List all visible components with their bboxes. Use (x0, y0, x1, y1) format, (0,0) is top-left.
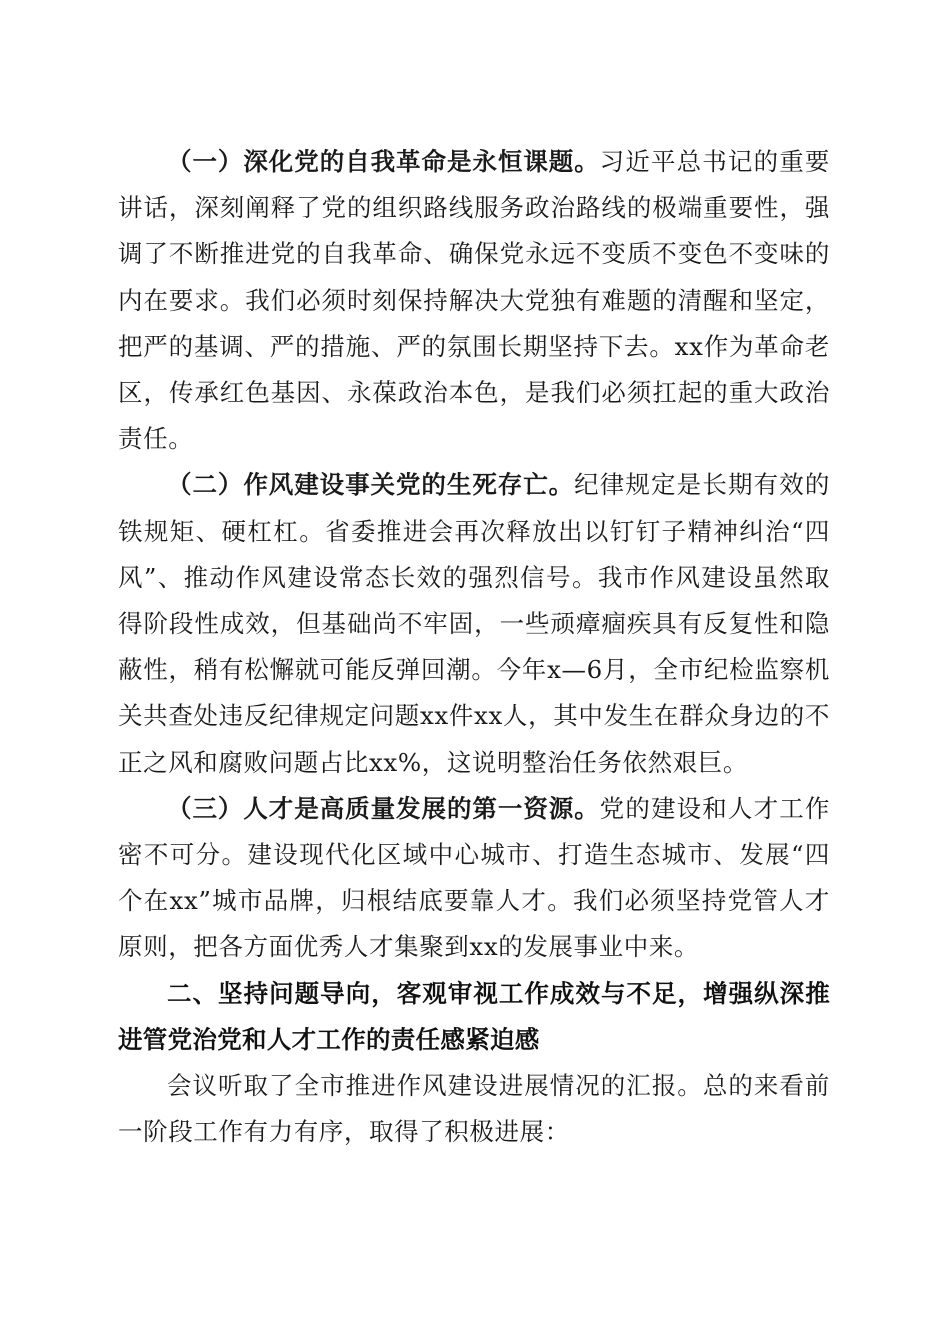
document-body (118, 139, 830, 1155)
paragraph-three-lead: （三）人才是高质量发展的第一资源。 (167, 793, 600, 823)
paragraph-three-body: 党的建设和人才工作密不可分。建设现代化区域中心城市、打造生态城市、发展“四个在xx”城市品牌，归根结底要靠人才。我们必须坚持党管人才原则，把各方面优秀人才集聚到xx的发展事业中来。 (118, 793, 830, 962)
paragraph-two-body: 纪律规定是长期有效的铁规矩、硬杠杠。省委推进会再次释放出以钉钉子精神纠治“四风”、推动作风建设常态长效的强烈信号。我市作风建设虽然取得阶段性成效，但基础尚不牢固，一些顽瘴痼疾具有反复性和隐蔽性，稍有松懈就可能反弹回潮。今年x—6月，全市纪检监察机关共查处违反纪律规定问题xx件xx人，其中发生在群众身边的不正之风和腐败问题占比xx%，这说明整治任务依然艰巨。 (118, 470, 831, 777)
paragraph-three (118, 786, 830, 971)
paragraph-two-lead: （二）作风建设事关党的生死存亡。 (167, 470, 575, 500)
paragraph-one-body: 习近平总书记的重要讲话，深刻阐释了党的组织路线服务政治路线的极端重要性，强调了不断推进党的自我革命、确保党永远不变质不变色不变味的内在要求。我们必须时刻保持解决大党独有难题的清醒和坚定，把严的基调、严的措施、严的氛围长期坚持下去。xx作为革命老区，传承红色基因、永葆政治本色，是我们必须扛起的重大政治责任。 (118, 147, 830, 454)
paragraph-one-lead: （一）深化党的自我革命是永恒课题。 (167, 147, 600, 176)
paragraph-two (118, 462, 830, 785)
paragraph-one (118, 139, 830, 462)
section-heading: 二、坚持问题导向，客观审视工作成效与不足，增强纵深推进管党治党和人才工作的责任感紧迫感 (118, 978, 830, 1054)
closing-paragraph: 会议听取了全市推进作风建设进展情况的汇报。总的来看前一阶段工作有力有序，取得了积极进展： (118, 1071, 830, 1147)
